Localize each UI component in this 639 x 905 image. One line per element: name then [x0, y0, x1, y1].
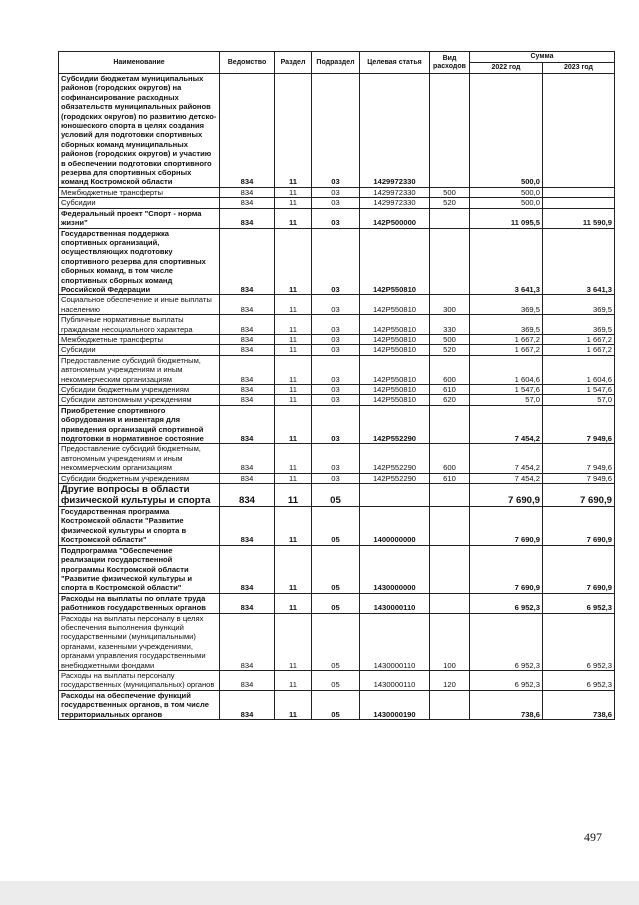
row-sum-2023-cell: 7 690,9 — [543, 507, 615, 546]
row-target-cell: 142P550810 — [360, 395, 430, 405]
row-section-cell: 11 — [275, 593, 312, 613]
row-subsection-cell: 05 — [312, 670, 360, 690]
row-department-cell: 834 — [220, 444, 275, 473]
row-sum-2022-cell: 7 454,2 — [470, 444, 543, 473]
table-row — [59, 355, 615, 384]
row-section-cell: 11 — [275, 507, 312, 546]
row-section-cell: 11 — [275, 198, 312, 208]
row-expense-type-cell — [430, 690, 470, 719]
row-department-cell: 834 — [220, 345, 275, 355]
row-subsection-cell: 05 — [312, 507, 360, 546]
row-department-cell: 834 — [220, 507, 275, 546]
row-section-cell: 11 — [275, 334, 312, 344]
row-sum-2023-cell: 7 949,6 — [543, 405, 615, 444]
row-subsection-cell: 03 — [312, 473, 360, 483]
row-expense-type-cell — [430, 593, 470, 613]
table-row — [59, 405, 615, 444]
row-section-cell: 11 — [275, 208, 312, 228]
header-department: Ведомство — [220, 52, 275, 74]
row-sum-2023-cell: 1 667,2 — [543, 334, 615, 344]
row-name-cell: Приобретение спортивного оборудования и инвентаря для приведения организаций спортивной подготовки в нормативное состояние — [59, 405, 220, 444]
row-target-cell: 1429972330 — [360, 74, 430, 188]
row-subsection-cell: 03 — [312, 315, 360, 335]
row-department-cell: 834 — [220, 690, 275, 719]
row-name-cell: Предоставление субсидий бюджетным, автономным учреждениям и иным некоммерческим организациям — [59, 355, 220, 384]
row-name-cell: Предоставление субсидий бюджетным, автономным учреждениям и иным некоммерческим организациям — [59, 444, 220, 473]
row-sum-2023-cell: 7 690,9 — [543, 484, 615, 507]
row-expense-type-cell — [430, 507, 470, 546]
row-expense-type-cell: 120 — [430, 670, 470, 690]
row-sum-2023-cell: 57,0 — [543, 395, 615, 405]
row-name-cell: Субсидии бюджетным учреждениям — [59, 385, 220, 395]
row-sum-2023-cell: 7 690,9 — [543, 545, 615, 593]
row-section-cell: 11 — [275, 613, 312, 670]
row-sum-2022-cell: 6 952,3 — [470, 613, 543, 670]
row-target-cell: 142P550810 — [360, 385, 430, 395]
table-row — [59, 187, 615, 197]
row-department-cell: 834 — [220, 395, 275, 405]
row-subsection-cell: 03 — [312, 334, 360, 344]
row-subsection-cell: 03 — [312, 74, 360, 188]
budget-table — [58, 51, 615, 720]
table-row — [59, 473, 615, 483]
row-subsection-cell: 05 — [312, 690, 360, 719]
row-subsection-cell: 03 — [312, 444, 360, 473]
row-expense-type-cell: 300 — [430, 295, 470, 315]
row-section-cell: 11 — [275, 295, 312, 315]
table-row — [59, 613, 615, 670]
row-sum-2022-cell: 500,0 — [470, 198, 543, 208]
row-name-cell: Расходы на обеспечение функций государственных органов, в том числе территориальных органов — [59, 690, 220, 719]
row-target-cell: 142P550810 — [360, 355, 430, 384]
row-subsection-cell: 03 — [312, 405, 360, 444]
header-expense-type: Вид расходов — [430, 52, 470, 74]
row-section-cell: 11 — [275, 473, 312, 483]
row-subsection-cell: 05 — [312, 484, 360, 507]
table-row — [59, 345, 615, 355]
row-sum-2023-cell: 369,5 — [543, 295, 615, 315]
row-subsection-cell: 03 — [312, 198, 360, 208]
row-expense-type-cell: 500 — [430, 334, 470, 344]
row-target-cell: 142P550810 — [360, 228, 430, 295]
row-department-cell: 834 — [220, 545, 275, 593]
row-target-cell: 142P550810 — [360, 295, 430, 315]
row-target-cell: 142P500000 — [360, 208, 430, 228]
row-department-cell: 834 — [220, 385, 275, 395]
row-sum-2022-cell: 7 690,9 — [470, 484, 543, 507]
row-sum-2023-cell: 3 641,3 — [543, 228, 615, 295]
row-sum-2022-cell: 369,5 — [470, 315, 543, 335]
row-sum-2022-cell: 1 604,6 — [470, 355, 543, 384]
row-expense-type-cell: 330 — [430, 315, 470, 335]
table-row — [59, 385, 615, 395]
row-sum-2022-cell: 369,5 — [470, 295, 543, 315]
row-sum-2022-cell: 1 667,2 — [470, 345, 543, 355]
row-name-cell: Субсидии — [59, 345, 220, 355]
row-subsection-cell: 03 — [312, 228, 360, 295]
row-sum-2023-cell: 6 952,3 — [543, 670, 615, 690]
row-subsection-cell: 03 — [312, 295, 360, 315]
row-section-cell: 11 — [275, 385, 312, 395]
header-year-2023: 2023 год — [543, 63, 615, 74]
row-subsection-cell: 03 — [312, 385, 360, 395]
table-row — [59, 690, 615, 719]
row-expense-type-cell: 600 — [430, 355, 470, 384]
table-row — [59, 208, 615, 228]
table-row — [59, 593, 615, 613]
row-sum-2022-cell: 7 690,9 — [470, 507, 543, 546]
row-department-cell: 834 — [220, 355, 275, 384]
row-expense-type-cell — [430, 405, 470, 444]
row-target-cell: 1429972330 — [360, 187, 430, 197]
row-name-cell: Публичные нормативные выплаты гражданам несоциального характера — [59, 315, 220, 335]
header-target: Целевая статья — [360, 52, 430, 74]
row-section-cell: 11 — [275, 355, 312, 384]
row-sum-2022-cell: 11 095,5 — [470, 208, 543, 228]
row-section-cell: 11 — [275, 315, 312, 335]
row-name-cell: Государственная программа Костромской области "Развитие физической культуры и спорта в Костромской области" — [59, 507, 220, 546]
row-target-cell: 1400000000 — [360, 507, 430, 546]
row-sum-2023-cell — [543, 198, 615, 208]
row-expense-type-cell — [430, 74, 470, 188]
row-sum-2023-cell: 7 949,6 — [543, 473, 615, 483]
row-expense-type-cell: 620 — [430, 395, 470, 405]
row-target-cell: 1430000110 — [360, 613, 430, 670]
row-sum-2023-cell: 738,6 — [543, 690, 615, 719]
row-sum-2022-cell: 57,0 — [470, 395, 543, 405]
row-department-cell: 834 — [220, 593, 275, 613]
row-sum-2023-cell: 6 952,3 — [543, 593, 615, 613]
row-subsection-cell: 03 — [312, 345, 360, 355]
row-name-cell: Межбюджетные трансферты — [59, 187, 220, 197]
row-section-cell: 11 — [275, 228, 312, 295]
row-section-cell: 11 — [275, 545, 312, 593]
table-row — [59, 315, 615, 335]
row-target-cell — [360, 484, 430, 507]
row-department-cell: 834 — [220, 74, 275, 188]
row-section-cell: 11 — [275, 670, 312, 690]
row-sum-2022-cell: 7 454,2 — [470, 473, 543, 483]
row-name-cell: Подпрограмма "Обеспечение реализации государственной программы Костромской области "Развитие физической культуры и спорта в Костромской области" — [59, 545, 220, 593]
row-expense-type-cell — [430, 208, 470, 228]
table-row — [59, 334, 615, 344]
row-target-cell: 1430000190 — [360, 690, 430, 719]
table-row — [59, 295, 615, 315]
header-year-2022: 2022 год — [470, 63, 543, 74]
table-row — [59, 545, 615, 593]
row-sum-2023-cell: 7 949,6 — [543, 444, 615, 473]
row-sum-2022-cell: 1 667,2 — [470, 334, 543, 344]
table-row — [59, 670, 615, 690]
row-target-cell: 142P552290 — [360, 473, 430, 483]
row-sum-2022-cell: 500,0 — [470, 187, 543, 197]
row-department-cell: 834 — [220, 198, 275, 208]
row-target-cell: 142P550810 — [360, 315, 430, 335]
row-sum-2023-cell: 11 590,9 — [543, 208, 615, 228]
row-name-cell: Расходы на выплаты по оплате труда работников государственных органов — [59, 593, 220, 613]
row-expense-type-cell — [430, 228, 470, 295]
row-expense-type-cell: 520 — [430, 198, 470, 208]
row-sum-2022-cell: 1 547,6 — [470, 385, 543, 395]
row-department-cell: 834 — [220, 295, 275, 315]
row-department-cell: 834 — [220, 334, 275, 344]
row-sum-2023-cell: 1 667,2 — [543, 345, 615, 355]
row-sum-2023-cell — [543, 187, 615, 197]
row-expense-type-cell — [430, 545, 470, 593]
page-number: 497 — [584, 830, 602, 844]
row-department-cell: 834 — [220, 613, 275, 670]
row-target-cell: 1430000000 — [360, 545, 430, 593]
row-sum-2023-cell: 1 547,6 — [543, 385, 615, 395]
row-section-cell: 11 — [275, 74, 312, 188]
row-expense-type-cell: 500 — [430, 187, 470, 197]
row-subsection-cell: 05 — [312, 593, 360, 613]
row-sum-2023-cell — [543, 74, 615, 188]
row-sum-2023-cell: 369,5 — [543, 315, 615, 335]
row-department-cell: 834 — [220, 405, 275, 444]
row-department-cell: 834 — [220, 670, 275, 690]
row-subsection-cell: 05 — [312, 613, 360, 670]
row-target-cell: 1430000110 — [360, 670, 430, 690]
header-sum: Сумма — [470, 52, 615, 63]
row-name-cell: Субсидии автономным учреждениям — [59, 395, 220, 405]
row-sum-2022-cell: 3 641,3 — [470, 228, 543, 295]
row-sum-2023-cell: 6 952,3 — [543, 613, 615, 670]
row-expense-type-cell: 100 — [430, 613, 470, 670]
row-section-cell: 11 — [275, 690, 312, 719]
row-name-cell: Социальное обеспечение и иные выплаты населению — [59, 295, 220, 315]
row-department-cell: 834 — [220, 473, 275, 483]
row-expense-type-cell: 600 — [430, 444, 470, 473]
row-target-cell: 142P550810 — [360, 334, 430, 344]
table-body — [59, 74, 615, 720]
row-target-cell: 142P552290 — [360, 405, 430, 444]
row-expense-type-cell: 610 — [430, 385, 470, 395]
row-name-cell: Федеральный проект "Спорт - норма жизни" — [59, 208, 220, 228]
row-expense-type-cell: 610 — [430, 473, 470, 483]
row-sum-2022-cell: 6 952,3 — [470, 593, 543, 613]
row-target-cell: 142P552290 — [360, 444, 430, 473]
table-row — [59, 444, 615, 473]
header-subsection: Подраздел — [312, 52, 360, 74]
scan-bottom-strip — [0, 881, 639, 905]
row-section-cell: 11 — [275, 405, 312, 444]
row-name-cell: Субсидии бюджетам муниципальных районов (городских округов) на софинансирование расходных обязательств муниципальных районов (городских округов) по развитию детско-юношеского спорта в целях создания условий для подготовки спортивных сборных команд муниципальных районов (городских округов) и участию в обеспечении подготовки спортивного резерва для спортивных сборных команд Костромской области — [59, 74, 220, 188]
row-name-cell: Государственная поддержка спортивных организаций, осуществляющих подготовку спортивного резерва для спортивных сборных команд, в том числе спортивных сборных команд Российской Федерации — [59, 228, 220, 295]
row-expense-type-cell: 520 — [430, 345, 470, 355]
row-expense-type-cell — [430, 484, 470, 507]
row-sum-2022-cell: 6 952,3 — [470, 670, 543, 690]
row-name-cell: Другие вопросы в области физической культуры и спорта — [59, 484, 220, 507]
row-section-cell: 11 — [275, 345, 312, 355]
row-department-cell: 834 — [220, 187, 275, 197]
row-subsection-cell: 03 — [312, 355, 360, 384]
table-row — [59, 484, 615, 507]
row-name-cell: Расходы на выплаты персоналу в целях обеспечения выполнения функций государственными (муниципальными) органами, казенными учреждениями, органами управления государственными внебюджетными фондами — [59, 613, 220, 670]
table-row — [59, 507, 615, 546]
row-sum-2022-cell: 738,6 — [470, 690, 543, 719]
table-row — [59, 198, 615, 208]
table-row — [59, 395, 615, 405]
row-sum-2022-cell: 7 690,9 — [470, 545, 543, 593]
row-department-cell: 834 — [220, 315, 275, 335]
row-sum-2023-cell: 1 604,6 — [543, 355, 615, 384]
row-section-cell: 11 — [275, 395, 312, 405]
row-subsection-cell: 05 — [312, 545, 360, 593]
row-target-cell: 142P550810 — [360, 345, 430, 355]
row-target-cell: 1429972330 — [360, 198, 430, 208]
row-name-cell: Межбюджетные трансферты — [59, 334, 220, 344]
row-sum-2022-cell: 500,0 — [470, 74, 543, 188]
row-section-cell: 11 — [275, 187, 312, 197]
row-department-cell: 834 — [220, 484, 275, 507]
row-department-cell: 834 — [220, 228, 275, 295]
row-name-cell: Субсидии — [59, 198, 220, 208]
row-name-cell: Расходы на выплаты персоналу государственных (муниципальных) органов — [59, 670, 220, 690]
row-subsection-cell: 03 — [312, 208, 360, 228]
table-header — [59, 52, 615, 74]
row-department-cell: 834 — [220, 208, 275, 228]
row-subsection-cell: 03 — [312, 395, 360, 405]
row-section-cell: 11 — [275, 444, 312, 473]
table-row — [59, 228, 615, 295]
header-section: Раздел — [275, 52, 312, 74]
row-section-cell: 11 — [275, 484, 312, 507]
header-name: Наименование — [59, 52, 220, 74]
row-sum-2022-cell: 7 454,2 — [470, 405, 543, 444]
table-row — [59, 74, 615, 188]
row-target-cell: 1430000110 — [360, 593, 430, 613]
row-subsection-cell: 03 — [312, 187, 360, 197]
row-name-cell: Субсидии бюджетным учреждениям — [59, 473, 220, 483]
